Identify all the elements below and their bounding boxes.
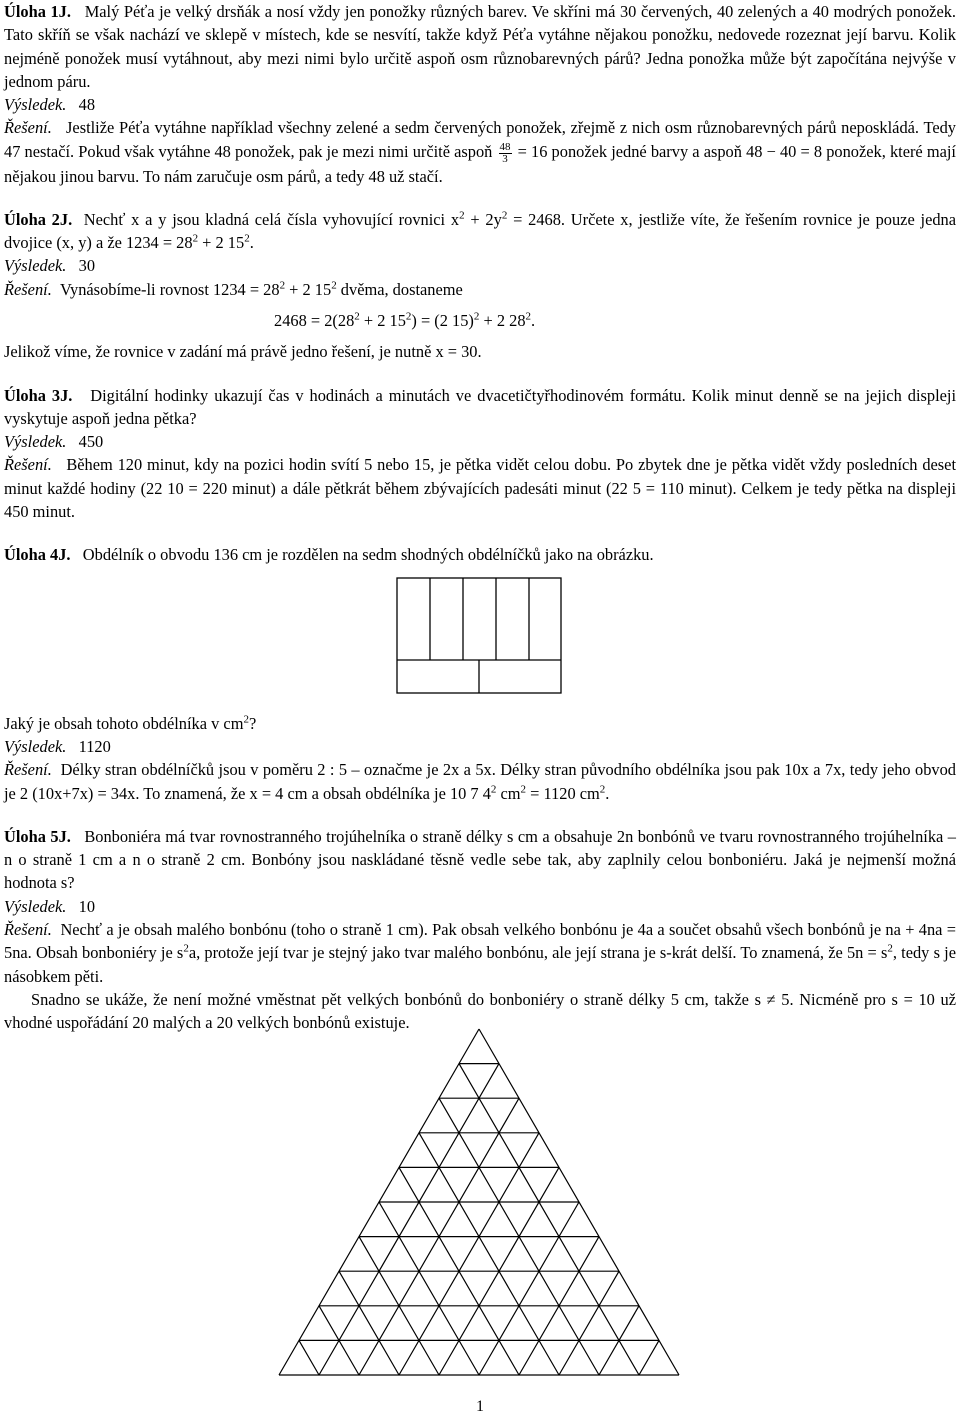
statement-part: Nechť x a y jsou kladná celá čísla vyhovující rovnici x [83, 209, 460, 229]
problem-2-conclusion [4, 340, 956, 363]
statement-part: = 2468. Určete x, jestliže víte, že řešením rovnice je pouze jedna dvojice (x, y) a že 1234 = 28 [4, 209, 957, 253]
superscript: 2 [599, 783, 606, 796]
problem-3-statement [4, 384, 956, 431]
problem-1-result [4, 93, 956, 116]
problem-5-title: Úloha 5J. [4, 826, 71, 846]
solution-part: = 1120 cm [526, 783, 600, 803]
problem-4-question [4, 712, 956, 735]
superscript: 2 [243, 713, 249, 726]
equation-part: ) = (2 15) [411, 311, 474, 330]
problem-2-solution [4, 278, 956, 301]
grid-line [299, 1340, 319, 1375]
document-page [4, 0, 956, 1035]
problem-5-text: Bonboniéra má tvar rovnostranného trojúhelníka o straně délky s cm a obsahuje 2n bonbónů ve tvaru rovnostranného trojúhelníka – n o straně 1 cm a n o straně 2 cm. Bonbóny jsou naskládané těsně vedle sebe tak, aby zaplnily celou bonboniéru. Jaká je nejmenší možná hodnota s? [4, 826, 956, 893]
result-value: 10 [78, 896, 96, 916]
solution-text-a: Jestliže Péťa vytáhne například všechny zelené a sedm červených ponožek, zřejmě z nich osm různobarevných párů neposkládá. Tedy 47 nestačí. Pokud však vytáhne 48 ponožek, pak je mezi nimi určitě aspoň [4, 118, 956, 161]
solution-part: dvěma, dostaneme [336, 279, 463, 299]
grid-line [459, 1064, 639, 1375]
fraction-denominator: 3 [502, 152, 508, 165]
solution-label: Řešení. [4, 920, 52, 940]
problem-4-result [4, 735, 956, 758]
problem-5-solution [4, 918, 956, 988]
grid-line [559, 1271, 619, 1375]
problem-3-text: Digitální hodinky ukazují čas v hodinách a minutách ve dvacetičtyřhodinovém formátu. Kolik minut denně se na jejich displeji vyskytuje aspoň jedna pětka? [4, 385, 957, 428]
equation-part: . [531, 311, 536, 330]
display-equation [4, 309, 956, 332]
question-part: ? [248, 713, 257, 733]
solution-label: Řešení. [4, 455, 52, 475]
problem-3-solution [4, 453, 956, 523]
problem-2-statement [4, 208, 956, 255]
superscript: 2 [354, 310, 360, 323]
result-label: Výsledek. [4, 432, 67, 452]
superscript: 2 [887, 942, 893, 955]
solution-label: Řešení. [4, 118, 52, 138]
superscript: 2 [405, 310, 412, 323]
problem-1-title: Úloha 1J. [4, 2, 71, 21]
problem-4-title: Úloha 4J. [4, 545, 71, 565]
paragraph-text: Snadno se ukáže, že není možné vměstnat pět velkých bonbónů do bonboniéry o straně délky 5 cm, takže s ≠ 5. Nicméně pro s = 10 už vhodné uspořádání 20 malých a 20 velkých bonbónů existuje. [4, 989, 956, 1033]
problem-2-result [4, 254, 956, 277]
grid-line [319, 1064, 499, 1375]
grid-line [379, 1202, 479, 1375]
solution-part: a, protože její tvar je stejný jako tvar malého bonbónu, ale její strana je s-krát delší. To znamená, že 5n = s [188, 943, 888, 963]
solution-text-b: = 16 ponožek jedné barvy a aspoň 48 − 40 = 8 ponožek, které mají nějakou jinou barvu. To nám zaručuje osm párů, a tedy 48 už stačí. [4, 141, 956, 186]
grid-line [339, 1271, 399, 1375]
problem-3-result [4, 430, 956, 453]
grid-line [419, 1133, 559, 1375]
result-label: Výsledek. [4, 95, 67, 115]
problem-1-statement [4, 0, 956, 93]
result-value: 1120 [78, 736, 111, 756]
equation-part: + 2 15 [359, 311, 406, 330]
superscript: 2 [279, 279, 286, 292]
problem-1-text: Malý Péťa je velký drsňák a nosí vždy jen ponožky různých barev. Ve skříni má 30 červených, 40 zelených a 40 modrých ponožek. Tato skříň se však nachází ve sklepě v místech, kde se nesvítí, takže když Péťa vytáhne nějakou ponožku, nedovede rozeznat její barvu. Kolik nejméně ponožek musí vytáhnout, aby mezi nimi bylo určitě aspoň osm různobarevných párů? Jedna ponožka může být započítána nejvýše v jednom páru. [4, 2, 957, 91]
conclusion-text: Jelikož víme, že rovnice v zadání má právě jedno řešení, je nutně x = 30. [4, 342, 482, 362]
superscript: 2 [244, 232, 250, 245]
fraction [499, 142, 512, 165]
result-label: Výsledek. [4, 256, 67, 276]
page-number: 1 [476, 1398, 484, 1415]
statement-part: + 2y [464, 209, 502, 229]
problem-3-title: Úloha 3J. [4, 385, 73, 405]
solution-label: Řešení. [4, 279, 52, 299]
problem-4-statement [4, 543, 956, 566]
result-value: 450 [78, 432, 104, 452]
superscript: 2 [192, 232, 199, 245]
rectangle-diagram [396, 577, 566, 702]
problem-4-solution [4, 758, 956, 805]
problem-5-result [4, 895, 956, 918]
solution-part: Vynásobíme-li rovnost 1234 = 28 [60, 279, 280, 299]
triangle-tiling-diagram [0, 1025, 960, 1385]
solution-part: + 2 15 [285, 279, 332, 299]
grid-line [479, 1202, 579, 1375]
superscript: 2 [473, 310, 480, 323]
superscript: 2 [490, 783, 497, 796]
superscript: 2 [331, 279, 337, 292]
superscript: 2 [459, 209, 465, 222]
result-label: Výsledek. [4, 736, 67, 756]
solution-part: Nechť a je obsah malého bonbónu (toho o straně 1 cm). Pak obsah velkého bonbónu je 4a a součet obsahů všech bonbónů je na + 4na = 5na. Obsah bonboniéry je s [4, 920, 956, 963]
problem-2-title: Úloha 2J. [4, 209, 73, 229]
statement-part: + 2 15 [198, 233, 245, 253]
problem-1-solution [4, 116, 956, 187]
fraction-numerator: 48 [499, 140, 511, 153]
solution-label: Řešení. [4, 760, 52, 780]
equation-part: 2468 = 2(28 [274, 311, 355, 330]
superscript: 2 [520, 783, 527, 796]
solution-part: . [605, 783, 610, 803]
superscript: 2 [183, 942, 189, 955]
result-label: Výsledek. [4, 896, 67, 916]
result-value: 30 [78, 256, 96, 276]
grid-line [399, 1133, 539, 1375]
superscript: 2 [501, 209, 508, 222]
equation-part: + 2 28 [479, 311, 526, 330]
superscript: 2 [525, 310, 532, 323]
question-part: Jaký je obsah tohoto obdélníka v cm [4, 713, 244, 733]
problem-4-text: Obdélník o obvodu 136 cm je rozdělen na sedm shodných obdélníčků jako na obrázku. [82, 545, 654, 565]
solution-text: Během 120 minut, kdy na pozici hodin svítí 5 nebo 15, je pětka vidět celou dobu. Po zbytek dne je pětka vidět vždy posledních deset minut každé hodiny (22 10 = 220 minut) a dále pětkrát během zbývajících padesáti minut (22 5 = 110 minut). Celkem je tedy pětka na displeji 450 minut. [4, 455, 956, 522]
result-value: 48 [78, 95, 96, 115]
grid-line [639, 1340, 659, 1375]
statement-part: . [249, 233, 254, 253]
problem-5-statement [4, 825, 956, 895]
solution-part: Délky stran obdélníčků jsou v poměru 2 : 5 – označme je 2x a 5x. Délky stran původního obdélníka jsou pak 10x a 7x, tedy jeho obvod je 2 (10x+7x) = 34x. To znamená, že x = 4 cm a obsah obdélníka je 10 7 4 [4, 760, 956, 803]
solution-part: , tedy s je násobkem pěti. [4, 943, 956, 986]
solution-part: cm [496, 783, 521, 803]
